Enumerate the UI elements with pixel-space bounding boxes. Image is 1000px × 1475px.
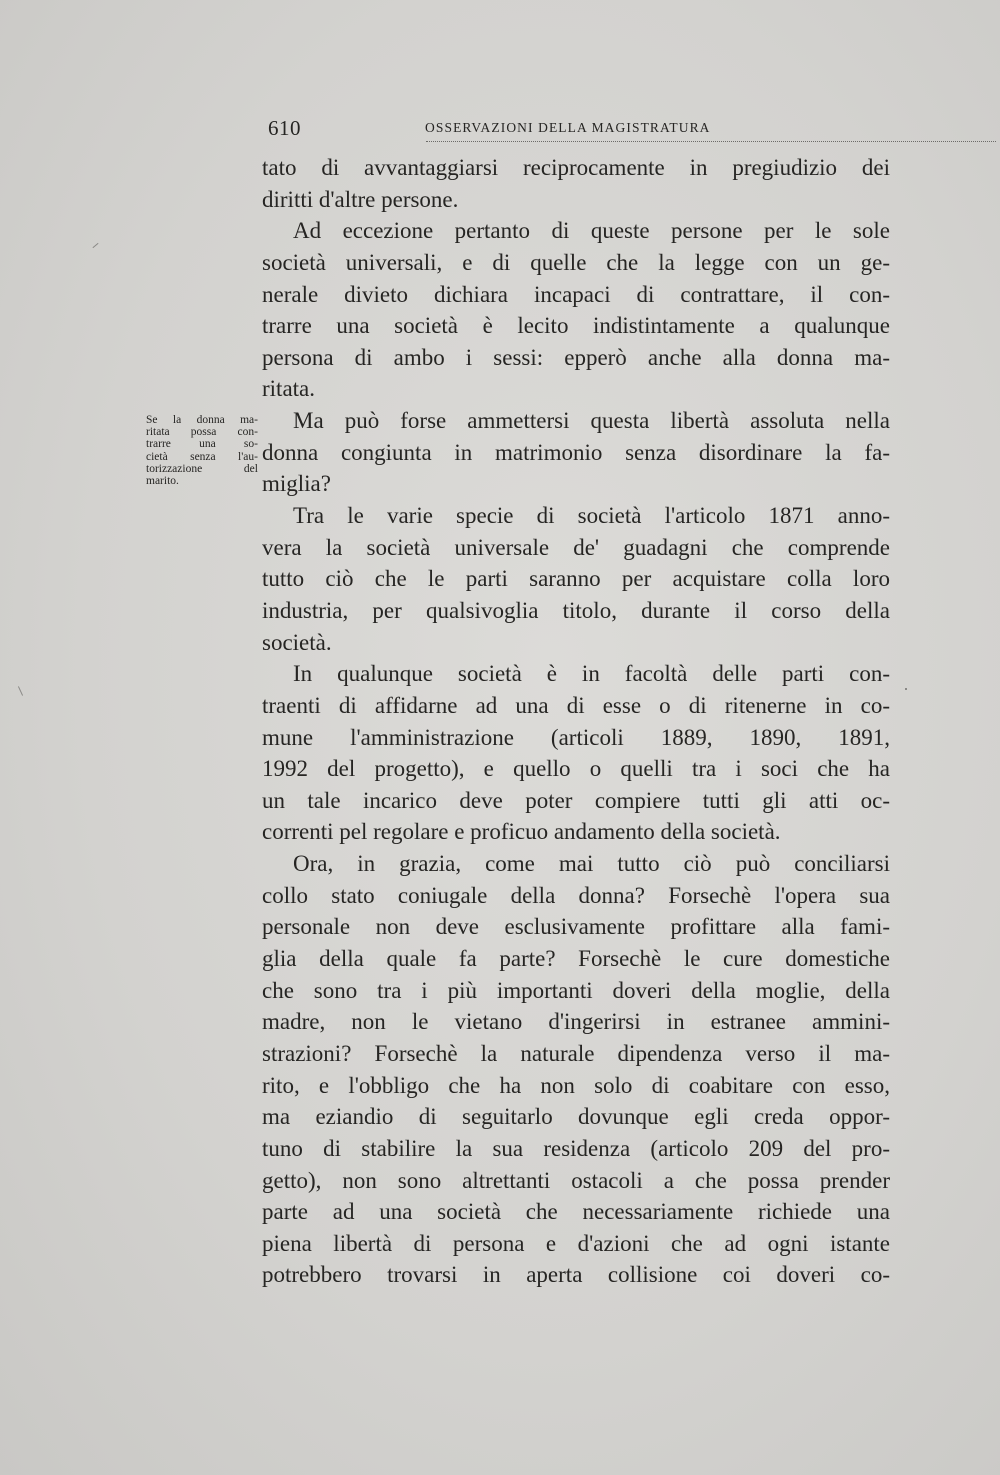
text-line: 1992 del progetto), e quello o quelli tra i soci che ha bbox=[262, 756, 890, 782]
text-line: nerale divieto dichiara incapaci di contrattare, il con- bbox=[262, 281, 890, 307]
running-head bbox=[268, 112, 888, 142]
running-head-title: OSSERVAZIONI DELLA MAGISTRATURA bbox=[425, 120, 711, 135]
text-line: madre, non le vietano d'ingerirsi in estranee ammini- bbox=[262, 1009, 890, 1035]
text-line: diritti d'altre persone. bbox=[262, 186, 459, 212]
text-line: un tale incarico deve poter compiere tutti gli atti oc- bbox=[262, 787, 890, 813]
text-line: ritata. bbox=[262, 376, 315, 402]
text-line: parte ad una società che necessariamente richiede una bbox=[262, 1199, 890, 1225]
header-dotted-rule bbox=[426, 141, 996, 142]
text-line: collo stato coniugale della donna? Forsechè l'opera sua bbox=[262, 882, 890, 908]
paper-speck bbox=[92, 243, 98, 248]
text-line: getto), non sono altrettanti ostacoli a che possa prender bbox=[262, 1167, 890, 1193]
marginal-note-line: marito. bbox=[146, 475, 179, 488]
text-line: società universali, e di quelle che la legge con un ge- bbox=[262, 249, 890, 275]
text-line: personale non deve esclusivamente profittare alla fami- bbox=[262, 914, 890, 940]
text-line: trarre una società è lecito indistintamente a qualunque bbox=[262, 313, 890, 339]
text-line: persona di ambo i sessi: epperò anche alla donna ma- bbox=[262, 344, 890, 370]
paper-speck bbox=[18, 686, 23, 695]
text-line: che sono tra i più importanti doveri della moglie, della bbox=[262, 977, 890, 1003]
text-line: società. bbox=[262, 629, 332, 655]
text-line: traenti di affidarne ad una di esse o di ritenerne in co- bbox=[262, 692, 890, 718]
text-line: tutto ciò che le parti saranno per acquistare colla loro bbox=[262, 566, 890, 592]
text-line: glia della quale fa parte? Forsechè le cure domestiche bbox=[262, 946, 890, 972]
text-line: potrebbero trovarsi in aperta collisione coi doveri co- bbox=[262, 1262, 890, 1288]
text-line: rito, e l'obbligo che ha non solo di coabitare con esso, bbox=[262, 1072, 890, 1098]
text-line: industria, per qualsivoglia titolo, durante il corso della bbox=[262, 597, 890, 623]
text-line: Ora, in grazia, come mai tutto ciò può conciliarsi bbox=[293, 851, 890, 877]
page-number: 610 bbox=[268, 116, 301, 140]
text-line: Ad eccezione pertanto di queste persone per le sole bbox=[293, 218, 890, 244]
text-line: Tra le varie specie di società l'articolo 1871 anno- bbox=[293, 503, 890, 529]
text-line: In qualunque società è in facoltà delle parti con- bbox=[293, 661, 890, 687]
text-line: piena libertà di persona e d'azioni che ad ogni istante bbox=[262, 1230, 890, 1256]
marginal-note-line: torizzazione del bbox=[146, 462, 258, 475]
text-line: strazioni? Forsechè la naturale dipendenza verso il ma- bbox=[262, 1040, 890, 1066]
text-line: miglia? bbox=[262, 471, 331, 497]
marginal-note-line: trarre una so- bbox=[146, 438, 258, 451]
body-text bbox=[262, 152, 890, 1291]
text-line: tuno di stabilire la sua residenza (articolo 209 del pro- bbox=[262, 1135, 890, 1161]
marginal-note-line: Se la donna ma- bbox=[146, 414, 258, 426]
paper-speck bbox=[905, 688, 907, 690]
text-line: vera la società universale de' guadagni che comprende bbox=[262, 534, 890, 560]
text-line: mune l'amministrazione (articoli 1889, 1890, 1891, bbox=[262, 724, 890, 750]
marginal-note bbox=[146, 414, 258, 487]
text-line: ma eziandio di seguitarlo dovunque egli creda oppor- bbox=[262, 1104, 890, 1130]
marginal-note-line: ritata possa con- bbox=[146, 426, 258, 439]
text-line: donna congiunta in matrimonio senza disordinare la fa- bbox=[262, 439, 890, 465]
text-line: tato di avvantaggiarsi reciprocamente in pregiudizio dei bbox=[262, 155, 890, 180]
marginal-note-line: cietà senza l'au- bbox=[146, 450, 258, 463]
text-line: Ma può forse ammettersi questa libertà assoluta nella bbox=[293, 408, 890, 434]
text-line: correnti pel regolare e proficuo andamento della società. bbox=[262, 819, 781, 845]
